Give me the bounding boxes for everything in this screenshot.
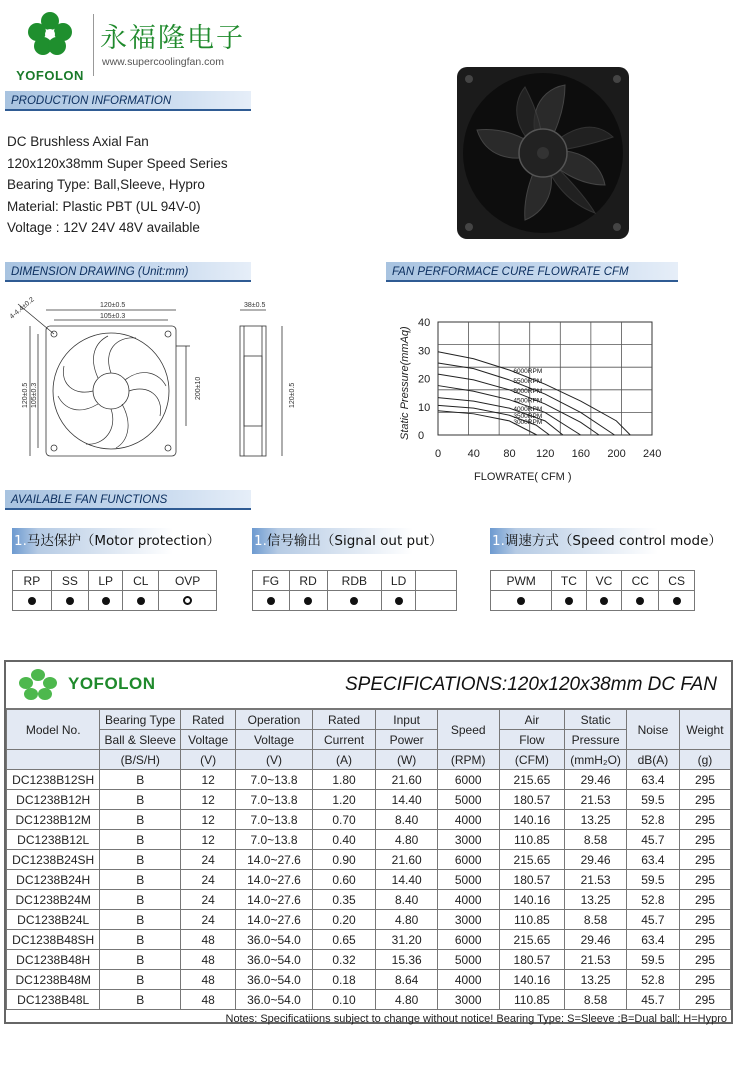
series-label: 4000RPM — [513, 406, 543, 414]
table-cell: 295 — [679, 990, 730, 1010]
func-col: CL — [123, 571, 159, 591]
col-rated-voltage: Rated — [181, 710, 236, 730]
table-cell: 295 — [679, 910, 730, 930]
table-cell: 5000 — [437, 950, 499, 970]
y-tick-label: 40 — [418, 317, 431, 329]
table-cell: 36.0~54.0 — [236, 930, 312, 950]
table-cell: 8.58 — [565, 990, 627, 1010]
table-cell: 0.60 — [312, 870, 376, 890]
table-cell: DC1238B24H — [7, 870, 100, 890]
chart-x-label: FLOWRATE( CFM ) — [474, 471, 572, 483]
unit-pressure: (mmH₂O) — [565, 750, 627, 770]
supported-dot-icon — [565, 597, 573, 605]
section-performance-curve: FAN PERFORMACE CURE FLOWRATE CFM — [386, 262, 678, 282]
func-col: CC — [622, 571, 659, 591]
intro-line: DC Brushless Axial Fan — [7, 134, 149, 149]
dim-lead: 200±10 — [195, 376, 202, 400]
supported-dot-icon — [673, 597, 681, 605]
func-col: RDB — [327, 571, 382, 591]
dim-top-b: 105±0.3 — [100, 313, 126, 320]
y-tick-label: 0 — [418, 430, 425, 442]
table-cell: 5000 — [437, 790, 499, 810]
table-cell: 63.4 — [626, 930, 679, 950]
table-cell: 12 — [181, 830, 236, 850]
table-cell: B — [100, 810, 181, 830]
dimension-drawing — [8, 296, 308, 466]
table-cell: 52.8 — [626, 890, 679, 910]
table-cell: 14.40 — [376, 870, 438, 890]
intro-text — [7, 131, 367, 239]
table-cell: B — [100, 850, 181, 870]
table-cell: 215.65 — [499, 770, 565, 790]
table-cell: 3000 — [437, 830, 499, 850]
table-row — [7, 930, 731, 950]
table-cell: 295 — [679, 770, 730, 790]
col-current: Rated — [312, 710, 376, 730]
table-cell: 29.46 — [565, 770, 627, 790]
x-tick-label: 200 — [607, 448, 626, 460]
table-cell: 14.0~27.6 — [236, 870, 312, 890]
table-cell: 295 — [679, 790, 730, 810]
table-cell: 8.58 — [565, 910, 627, 930]
table-cell: DC1238B12L — [7, 830, 100, 850]
table-cell: 8.40 — [376, 810, 438, 830]
table-cell: B — [100, 830, 181, 850]
table-cell: 36.0~54.0 — [236, 990, 312, 1010]
table-cell: 7.0~13.8 — [236, 830, 312, 850]
table-cell: 180.57 — [499, 870, 565, 890]
performance-chart — [386, 300, 676, 490]
series-line-4500RPM — [438, 386, 581, 435]
y-tick-label: 20 — [418, 373, 431, 386]
table-cell: B — [100, 890, 181, 910]
specifications-table-panel — [4, 660, 733, 1024]
func-col: SS — [51, 571, 88, 591]
table-cell: B — [100, 950, 181, 970]
function-title-motor: 1.马达保护（Motor protection） — [12, 528, 242, 554]
table-cell: 29.46 — [565, 850, 627, 870]
col-noise: Noise — [626, 710, 679, 750]
table-cell: 59.5 — [626, 870, 679, 890]
table-cell: 13.25 — [565, 810, 627, 830]
x-tick-label: 40 — [467, 448, 480, 460]
unit-noise: dB(A) — [626, 750, 679, 770]
table-cell: 48 — [181, 950, 236, 970]
table-cell: 295 — [679, 970, 730, 990]
table-cell: 12 — [181, 790, 236, 810]
table-row — [7, 970, 731, 990]
table-cell: 4000 — [437, 810, 499, 830]
x-tick-label: 120 — [536, 448, 555, 460]
col-speed: Speed — [437, 710, 499, 750]
table-row — [7, 790, 731, 810]
table-cell: 59.5 — [626, 790, 679, 810]
supported-dot-icon — [267, 597, 275, 605]
table-cell: 6000 — [437, 930, 499, 950]
table-cell: 14.40 — [376, 790, 438, 810]
spec-title: SPECIFICATIONS:120x120x38mm DC FAN — [344, 674, 717, 695]
table-cell: 48 — [181, 970, 236, 990]
table-cell: 180.57 — [499, 950, 565, 970]
table-cell: 21.53 — [565, 870, 627, 890]
unit-power: (W) — [376, 750, 438, 770]
intro-line: Bearing Type: Ball,Sleeve, Hypro — [7, 177, 205, 192]
series-label: 5500RPM — [513, 377, 543, 385]
table-cell: 48 — [181, 930, 236, 950]
table-cell: 1.80 — [312, 770, 376, 790]
table-cell: 0.40 — [312, 830, 376, 850]
dim-thick: 38±0.5 — [244, 302, 266, 309]
table-cell: 140.16 — [499, 970, 565, 990]
table-cell: 295 — [679, 830, 730, 850]
spec-header — [6, 662, 731, 709]
table-cell: 12 — [181, 810, 236, 830]
table-cell: B — [100, 970, 181, 990]
optional-ring-icon — [183, 596, 192, 605]
table-cell: 14.0~27.6 — [236, 850, 312, 870]
func-col: LD — [382, 571, 416, 591]
brand-name: YOFOLON — [16, 68, 84, 83]
chart-frame — [438, 322, 652, 435]
func-col: VC — [586, 571, 622, 591]
table-cell: 48 — [181, 990, 236, 1010]
table-row — [7, 770, 731, 790]
section-dimension-drawing: DIMENSION DRAWING (Unit:mm) — [5, 262, 251, 282]
series-label: 3500RPM — [513, 413, 543, 421]
spec-brand: YOFOLON — [68, 674, 156, 693]
col-airflow: Air — [499, 710, 565, 730]
unit-voltage: (V) — [181, 750, 236, 770]
series-label: 4500RPM — [513, 397, 543, 405]
table-cell: 110.85 — [499, 830, 565, 850]
function-group-speed — [490, 528, 730, 611]
supported-dot-icon — [66, 597, 74, 605]
col-model: Model No. — [7, 710, 100, 750]
table-cell: 4.80 — [376, 910, 438, 930]
dim-side-b: 105±0.3 — [31, 382, 38, 408]
table-cell: 215.65 — [499, 930, 565, 950]
func-col: CS — [659, 571, 695, 591]
fan-photo — [455, 65, 631, 241]
table-cell: DC1238B48H — [7, 950, 100, 970]
supported-dot-icon — [137, 597, 145, 605]
table-cell: 21.60 — [376, 850, 438, 870]
function-table-signal — [252, 570, 457, 611]
table-cell: DC1238B12SH — [7, 770, 100, 790]
col-pressure: Static — [565, 710, 627, 730]
table-cell: 6000 — [437, 770, 499, 790]
x-tick-label: 240 — [643, 448, 662, 460]
table-cell: 13.25 — [565, 970, 627, 990]
table-row — [7, 810, 731, 830]
table-cell: 0.90 — [312, 850, 376, 870]
table-row — [7, 990, 731, 1010]
func-col: RD — [289, 571, 327, 591]
table-cell: 24 — [181, 870, 236, 890]
table-row — [7, 890, 731, 910]
table-cell: 36.0~54.0 — [236, 950, 312, 970]
header-divider — [93, 14, 94, 76]
table-cell: 14.0~27.6 — [236, 910, 312, 930]
table-cell: 295 — [679, 950, 730, 970]
func-col: TC — [552, 571, 586, 591]
dim-hole: 4-4.4±0.2 — [8, 296, 36, 321]
table-cell: 15.36 — [376, 950, 438, 970]
unit-op-voltage: (V) — [236, 750, 312, 770]
col-power: Input — [376, 710, 438, 730]
col-weight: Weight — [679, 710, 730, 750]
function-title-signal: 1.信号输出（Signal out put） — [252, 528, 482, 554]
dim-top-a: 120±0.5 — [100, 302, 126, 309]
supported-dot-icon — [600, 597, 608, 605]
table-cell: 6000 — [437, 850, 499, 870]
table-cell: 295 — [679, 810, 730, 830]
table-cell: 14.0~27.6 — [236, 890, 312, 910]
table-cell: 180.57 — [499, 790, 565, 810]
table-cell: 8.40 — [376, 890, 438, 910]
table-cell: 0.65 — [312, 930, 376, 950]
table-cell: 45.7 — [626, 990, 679, 1010]
table-cell: 21.53 — [565, 790, 627, 810]
x-tick-label: 80 — [503, 448, 516, 460]
table-cell: 7.0~13.8 — [236, 790, 312, 810]
company-chinese-name: 永福隆电子 — [100, 23, 245, 54]
table-cell: B — [100, 990, 181, 1010]
supported-dot-icon — [304, 597, 312, 605]
table-cell: 24 — [181, 850, 236, 870]
x-tick-label: 0 — [435, 448, 442, 460]
table-cell: 21.60 — [376, 770, 438, 790]
table-cell: 24 — [181, 910, 236, 930]
table-cell: DC1238B12H — [7, 790, 100, 810]
table-cell: 5000 — [437, 870, 499, 890]
table-cell: 215.65 — [499, 850, 565, 870]
logo — [10, 10, 90, 83]
clover-logo-icon — [10, 10, 90, 62]
table-cell: 295 — [679, 870, 730, 890]
section-available-functions: AVAILABLE FAN FUNCTIONS — [5, 490, 251, 510]
table-cell: DC1238B12M — [7, 810, 100, 830]
series-label: 5000RPM — [513, 387, 543, 395]
func-col: LP — [89, 571, 123, 591]
function-group-signal — [252, 528, 482, 611]
table-cell: 7.0~13.8 — [236, 810, 312, 830]
func-col: PWM — [491, 571, 552, 591]
series-label: 6000RPM — [513, 368, 543, 376]
table-cell: 7.0~13.8 — [236, 770, 312, 790]
table-cell: B — [100, 770, 181, 790]
table-cell: 31.20 — [376, 930, 438, 950]
table-cell: DC1238B24M — [7, 890, 100, 910]
table-cell: 24 — [181, 890, 236, 910]
section-production-info: PRODUCTION INFORMATION — [5, 91, 251, 111]
table-cell: B — [100, 790, 181, 810]
table-cell: 0.70 — [312, 810, 376, 830]
table-cell: DC1238B48M — [7, 970, 100, 990]
table-cell: 4.80 — [376, 990, 438, 1010]
function-table-motor — [12, 570, 217, 611]
dim-side-a: 120±0.5 — [22, 382, 29, 408]
supported-dot-icon — [28, 597, 36, 605]
chart-y-label: Static Pressure(mmAq) — [399, 326, 411, 440]
y-tick-label: 10 — [418, 401, 431, 414]
table-cell: 0.20 — [312, 910, 376, 930]
table-cell: 0.32 — [312, 950, 376, 970]
table-cell: 29.46 — [565, 930, 627, 950]
x-tick-label: 160 — [571, 448, 591, 460]
table-cell: DC1238B48SH — [7, 930, 100, 950]
unit-current: (A) — [312, 750, 376, 770]
table-row — [7, 830, 731, 850]
y-tick-label: 30 — [418, 345, 431, 358]
table-cell: 8.58 — [565, 830, 627, 850]
clover-logo-icon — [12, 668, 64, 702]
unit-speed: (RPM) — [437, 750, 499, 770]
table-cell: 12 — [181, 770, 236, 790]
supported-dot-icon — [350, 597, 358, 605]
spec-table: Model No. Bearing Type Rated Operation Rated Input Speed Air Static Noise Weight Ball & Sleeve Voltage Voltage Current Power Flow Pressure (B/S/H) (V) (V) (A) (W) (RPM) (CFM) (mmH₂O) dB(A) (g) DC1238B12SH B 12 7.0~13.8 1.80 21.60 6000 215.65 29.46 63.4 295 DC1238B12H B 12 7.0~13.8 1.20 14.40 5000 180.57 21.53 59.5 295 DC1238B12M B 12 7.0~13.8 0.70 8.40 4000 140.16 13.25 52.8 295 DC1238B12L B 12 7.0~13.8 0.40 4.80 3000 110.85 8.58 45.7 295 DC1238B24SH B 24 14.0~27.6 0.90 21.60 6000 215.65 29.46 63.4 295 DC1238B24H B 24 14.0~27.6 0.60 14.40 5000 180.57 21.53 59.5 295 DC1238B24M B 24 14.0~27.6 0.35 8.40 4000 140.16 13.25 52.8 295 DC1238B24L B 24 14.0~27.6 0.20 4.80 3000 110.85 8.58 45.7 295 DC1238B48SH B 48 36.0~54.0 0.65 31.20 6000 215.65 29.46 63.4 295 DC1238B48H B 48 36.0~54.0 0.32 15.36 5000 180.57 21.53 59.5 295 DC1238B48M B 48 36.0~54.0 0.18 8.64 4000 140.16 13.25 52.8 295 DC1238B48L B 48 36.0~54.0 0.10 4.80 3000 110.85 8.58 45.7 295 — [6, 709, 731, 1010]
function-group-motor — [12, 528, 242, 611]
table-cell: DC1238B48L — [7, 990, 100, 1010]
table-cell: 140.16 — [499, 810, 565, 830]
table-cell: 0.35 — [312, 890, 376, 910]
table-cell: 0.10 — [312, 990, 376, 1010]
table-row — [7, 910, 731, 930]
table-cell: 3000 — [437, 990, 499, 1010]
table-row — [7, 870, 731, 890]
table-cell: 110.85 — [499, 990, 565, 1010]
func-col — [416, 571, 457, 591]
func-col: OVP — [159, 571, 217, 591]
unit-weight: (g) — [679, 750, 730, 770]
table-cell: 295 — [679, 890, 730, 910]
supported-dot-icon — [636, 597, 644, 605]
table-cell: 45.7 — [626, 910, 679, 930]
table-cell: DC1238B24SH — [7, 850, 100, 870]
table-cell: 8.64 — [376, 970, 438, 990]
func-col: FG — [253, 571, 290, 591]
supported-dot-icon — [395, 597, 403, 605]
table-cell: DC1238B24L — [7, 910, 100, 930]
table-cell: 52.8 — [626, 970, 679, 990]
website-link[interactable]: www.supercoolingfan.com — [102, 56, 224, 68]
function-table-speed — [490, 570, 695, 611]
table-cell: 45.7 — [626, 830, 679, 850]
unit-airflow: (CFM) — [499, 750, 565, 770]
series-label: 3000RPM — [513, 418, 543, 426]
function-title-speed: 1.调速方式（Speed control mode） — [490, 528, 730, 554]
table-cell: 0.18 — [312, 970, 376, 990]
col-bearing: Bearing Type — [100, 710, 181, 730]
table-cell: 36.0~54.0 — [236, 970, 312, 990]
table-row — [7, 950, 731, 970]
table-cell: 4000 — [437, 890, 499, 910]
table-cell: 63.4 — [626, 770, 679, 790]
spec-note: Notes: Specificatiions subject to change without notice! Bearing Type: S=Sleeve ;B=Dual ball; H=Hypro — [225, 1013, 727, 1025]
intro-line: 120x120x38mm Super Speed Series — [7, 155, 228, 171]
table-cell: 63.4 — [626, 850, 679, 870]
table-cell: 4000 — [437, 970, 499, 990]
supported-dot-icon — [517, 597, 525, 605]
table-cell: 21.53 — [565, 950, 627, 970]
col-operation: Operation — [236, 710, 312, 730]
table-row — [7, 850, 731, 870]
table-cell: 110.85 — [499, 910, 565, 930]
table-cell: B — [100, 870, 181, 890]
table-cell: 59.5 — [626, 950, 679, 970]
table-cell: 13.25 — [565, 890, 627, 910]
table-cell: 295 — [679, 930, 730, 950]
unit-bearing: (B/S/H) — [100, 750, 181, 770]
table-cell: 4.80 — [376, 830, 438, 850]
table-cell: B — [100, 930, 181, 950]
func-col: RP — [13, 571, 52, 591]
intro-line: Material: Plastic PBT (UL 94V-0) — [7, 198, 201, 214]
table-cell: 1.20 — [312, 790, 376, 810]
table-cell: 52.8 — [626, 810, 679, 830]
table-cell: 295 — [679, 850, 730, 870]
table-cell: 140.16 — [499, 890, 565, 910]
dim-side-h: 120±0.5 — [289, 382, 296, 408]
table-cell: 3000 — [437, 910, 499, 930]
table-cell: B — [100, 910, 181, 930]
intro-line: Voltage : 12V 24V 48V available — [7, 220, 200, 235]
supported-dot-icon — [102, 597, 110, 605]
